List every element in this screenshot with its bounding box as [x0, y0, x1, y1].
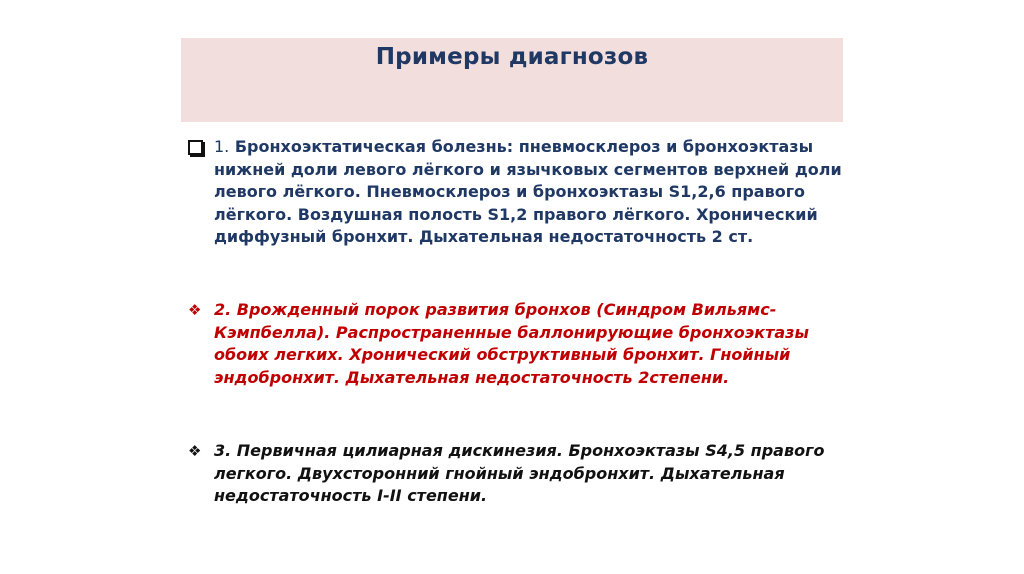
diagnosis-text-1: Бронхоэктатическая болезнь: пневмосклероз и бронхоэктазы нижней доли левого лёгкого и язычковых сегментов верхней доли левого лёгкого. Пневмосклероз и бронхоэктазы S1,2,6 правого лёгкого. Воздушная полость S1,2 правого лёгкого. Хронический диффузный бронхит. Дыхательная недостаточность 2 ст.	[214, 137, 842, 246]
diagnosis-number-1: 1.	[214, 137, 230, 156]
diagnosis-text-2: 2. Врожденный порок развития бронхов (Синдром Вильямс-Кэмпбелла). Распространенные баллонирующие бронхоэктазы обоих легких. Хронический обструктивный бронхит. Гнойный эндобронхит. Дыхательная недостаточность 2степени.	[214, 300, 809, 387]
title-band	[181, 38, 843, 122]
slide-title: Примеры диагнозов	[375, 44, 649, 70]
diagnosis-item-3	[188, 440, 854, 508]
diamond-bullet-icon: ❖	[188, 442, 202, 460]
diagnosis-item-2	[188, 299, 854, 389]
diamond-bullet-icon: ❖	[188, 301, 202, 319]
diagnosis-item-1	[214, 136, 854, 249]
checkbox-bullet-icon	[188, 140, 203, 155]
diagnosis-text-3: 3. Первичная цилиарная дискинезия. Бронхоэктазы S4,5 правого легкого. Двухсторонний гнойный эндобронхит. Дыхательная недостаточность I-II степени.	[214, 441, 825, 505]
